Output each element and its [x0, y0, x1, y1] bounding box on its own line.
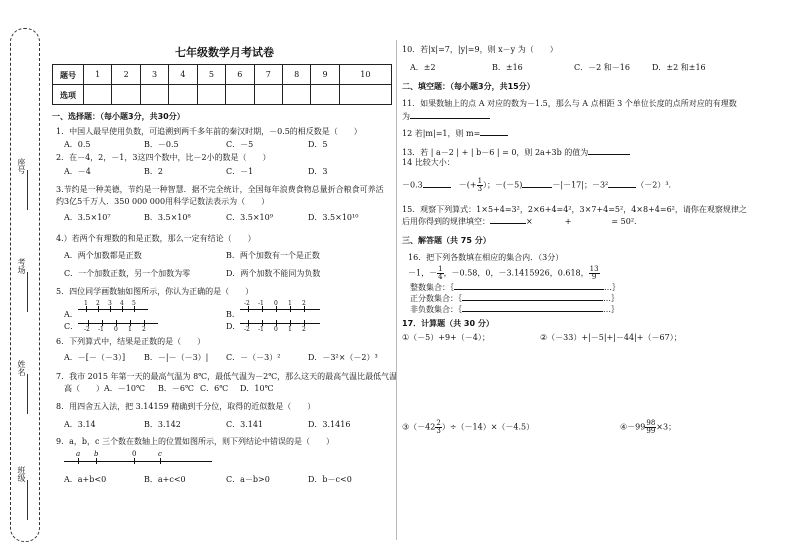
question-8: 8．用四舍五入法，把 3.14159 精确到千分位，取得的近似数是（ ） — [56, 402, 316, 411]
q14-items — [402, 178, 671, 193]
q5-option-d: D． — [226, 322, 241, 331]
nl-b-label: -1 — [258, 300, 264, 307]
q14-item-7: （－2）³. — [636, 180, 672, 190]
answer-cell[interactable] — [197, 85, 225, 105]
answer-col-1: 1 — [84, 65, 112, 85]
q3-option-c: C．3.5×10⁹ — [226, 213, 273, 222]
question-12 — [402, 129, 508, 139]
q6-option-c: C．－（－3）² — [226, 353, 281, 362]
set-end: …｝ — [603, 305, 619, 314]
q8-option-a: A．3.14 — [64, 420, 96, 429]
set-end: …｝ — [604, 283, 620, 292]
q1-option-c: C．－5 — [226, 140, 254, 149]
q10-option-c: C．－2 和－16 — [574, 63, 630, 72]
class-line — [27, 480, 28, 520]
row-label-number: 题号 — [53, 65, 84, 85]
nl-a-label: 2 — [96, 300, 100, 307]
q1-option-d: D．5 — [308, 140, 328, 149]
q7-option-c: C．6℃ — [200, 384, 229, 393]
nl-a-label: 3 — [108, 300, 112, 307]
seat-label: 座号 — [17, 158, 26, 174]
answer-col-2: 2 — [112, 65, 140, 85]
q16-fraction-2 — [589, 266, 600, 281]
q16-numbers — [408, 266, 600, 281]
q1-option-a: A．0.5 — [64, 140, 91, 149]
nl-b-label: 0 — [274, 300, 278, 307]
q9-label-c: c — [158, 450, 162, 458]
question-10: 10．若|x|=7，|y|=9，则 x－y 为（ ） — [402, 45, 558, 54]
q11-text: 为 — [402, 112, 410, 121]
q8-option-d: D．3.1416 — [308, 420, 351, 429]
number-line-d — [240, 317, 320, 333]
binding-border — [10, 28, 40, 542]
calc-3-frac-num: 2 — [436, 419, 441, 427]
calc-4 — [620, 420, 676, 435]
question-17-heading: 17．计算题（共 30 分） — [402, 319, 494, 328]
question-6: 6．下列算式中，结果是正数的是（ ） — [56, 337, 206, 346]
answer-cell[interactable] — [84, 85, 112, 105]
answer-col-8: 8 — [282, 65, 310, 85]
answer-col-4: 4 — [169, 65, 197, 85]
seat-line — [27, 170, 28, 210]
nl-c-label: 1 — [128, 326, 132, 333]
set-integers — [410, 283, 620, 293]
nl-c-label: 0 — [114, 326, 118, 333]
question-11-line-2 — [402, 112, 490, 122]
question-7-line-2: 高（ ）A．－10℃ — [64, 384, 145, 393]
answer-cell[interactable] — [282, 85, 310, 105]
q6-option-b: B．－|－（－3）| — [144, 353, 209, 362]
q14-blank-3[interactable] — [608, 187, 636, 188]
question-2: 2．在－4，2，－1，3这四个数中，比－2小的数是（ ） — [56, 153, 271, 162]
calc-3-whole: 2 — [430, 422, 436, 432]
q8-option-c: C．3.141 — [226, 420, 264, 429]
q5-option-c: C． — [64, 322, 79, 331]
answer-cell[interactable] — [112, 85, 140, 105]
nl-a-label: 5 — [132, 300, 136, 307]
nl-b-label: -2 — [244, 300, 250, 307]
q14-item-3: ） — [483, 180, 488, 190]
name-label: 姓名 — [17, 360, 26, 376]
calc-3-frac-den: 3 — [436, 427, 441, 435]
q4-option-c: C．一个加数正数，另一个加数为零 — [64, 269, 191, 278]
set-nonnegative — [410, 305, 619, 315]
q9-option-b: B．a+c<0 — [144, 475, 186, 484]
name-line — [27, 374, 28, 414]
q7-option-b: B．－6℃ — [158, 384, 194, 393]
question-15-line-1: 15．观察下列算式：1×5+4=3²，2×6+4=4²，3×7+4=5²，4×8+4=6²，请你在观察规律之 — [402, 205, 747, 214]
q16-frac1-num: 1 — [438, 265, 443, 273]
calc-2: ②（－33）+|－5|+|－44|+（－67）； — [540, 333, 682, 342]
set-end: …｝ — [603, 294, 619, 303]
calc-3-a: ③（－4 — [402, 422, 431, 432]
nl-c-label: -1 — [98, 326, 104, 333]
q14-item-1: －0.3 — [402, 180, 423, 190]
class-label: 班级 — [17, 466, 26, 482]
nl-b-label: 2 — [302, 300, 306, 307]
nl-d-label: 0 — [274, 326, 278, 333]
q3-option-a: A．3.5×10⁷ — [64, 213, 111, 222]
question-4: 4.）若两个有理数的和是正数，那么一定有结论（ ） — [56, 234, 256, 243]
calc-4-b: ×3； — [656, 422, 677, 432]
calc-4-frac-num: 98 — [646, 419, 656, 427]
q15-blank-1[interactable] — [490, 223, 526, 224]
answer-cell[interactable] — [169, 85, 197, 105]
q14-blank-2[interactable] — [522, 187, 552, 188]
answer-table — [52, 64, 392, 105]
question-13 — [402, 148, 630, 158]
nl-c-label: 2 — [142, 326, 146, 333]
answer-cell[interactable] — [339, 85, 391, 105]
q5-option-a: A． — [64, 310, 78, 319]
nl-c-label: -2 — [84, 326, 90, 333]
number-line-q9 — [64, 451, 214, 467]
set-nonneg-label: 非负数集合：｛ — [410, 305, 462, 314]
nl-a-label: 4 — [120, 300, 124, 307]
q9-label-b: b — [94, 450, 99, 458]
question-14: 14 比较大小： — [402, 158, 455, 167]
calc-3-b: ）÷（－14）×（－4.5） — [441, 422, 535, 432]
q12-blank[interactable] — [480, 135, 508, 136]
q14-blank-1[interactable] — [423, 187, 451, 188]
section-3-heading: 三、解答题（共 75 分） — [402, 236, 491, 245]
q15-text: 后用你得到的规律填空： — [402, 217, 490, 226]
nl-d-label: 1 — [288, 326, 292, 333]
q16-frac1-den: 4 — [438, 273, 443, 281]
question-5: 5．四位同学画数轴如图所示，你认为正确的是（ ） — [56, 287, 254, 296]
q8-option-b: B．3.142 — [144, 420, 181, 429]
answer-cell[interactable] — [140, 85, 168, 105]
q2-option-d: D．3 — [308, 167, 328, 176]
question-1: 1．中国人最早使用负数，可追溯到两千多年前的秦汉时期，－0.5的相反数是（ ） — [56, 127, 362, 136]
q1-option-b: B．－0.5 — [144, 140, 179, 149]
set-posfrac-label: 正分数集合：｛ — [410, 294, 462, 303]
exam-room-label: 考场 — [17, 258, 26, 274]
number-line-c — [78, 317, 158, 333]
q4-option-b: B．两个加数有一个是正数 — [226, 251, 320, 260]
q9-option-d: D．b－c<0 — [308, 475, 352, 484]
q13-text: 13．若 | a－2 | + | b－6 | = 0，则 2a+3b 的值为 — [402, 148, 589, 157]
nl-d-label: -2 — [244, 326, 250, 333]
answer-col-10: 10 — [339, 65, 391, 85]
q14-item-4: ；－(－5) — [487, 180, 523, 190]
q16-nums-b: ，－0.58，0，－3.1415926，0.618， — [443, 268, 589, 278]
q14-frac-den: 3 — [477, 185, 483, 193]
set-posfrac-blank[interactable] — [462, 300, 603, 301]
q9-label-a: a — [76, 450, 81, 458]
calc-4-fraction — [645, 420, 656, 435]
q9-option-c: C．a－b>0 — [226, 475, 270, 484]
nl-a-label: 1 — [84, 300, 88, 307]
q13-blank[interactable] — [588, 154, 630, 155]
q2-option-b: B．2 — [144, 167, 163, 176]
question-3-line-2: 约3亿5千万人．350 000 000用科学记数法表示为（ ） — [56, 197, 270, 206]
q16-frac2-den: 9 — [591, 273, 597, 281]
row-label-option: 选项 — [53, 85, 84, 105]
answer-col-5: 5 — [197, 65, 225, 85]
q14-item-2: －(+ — [450, 180, 477, 190]
question-3-line-1: 3.节约是一种美德，节约是一种智慧．据不完全统计，全国每年浪费食物总量折合粮食可养活 — [56, 185, 384, 194]
set-positive-fractions — [410, 294, 619, 304]
column-divider — [396, 40, 397, 540]
nl-d-label: -1 — [258, 326, 264, 333]
section-2-heading: 二、填空题：（每小题3分，共15分） — [402, 82, 535, 91]
answer-col-6: 6 — [226, 65, 254, 85]
nl-b-label: 1 — [288, 300, 292, 307]
section-1-heading: 一、选择题：（每小题3分，共30分） — [52, 112, 185, 121]
exam-room-line — [27, 272, 28, 312]
q3-option-b: B．3.5×10⁸ — [144, 213, 191, 222]
q12-text: 12 若|m|=1，则 m= — [402, 129, 481, 138]
question-11-line-1: 11．如果数轴上的点 A 对应的数为－1.5，那么与 A 点相距 3 个单位长度的点所对应的有理数 — [402, 99, 737, 108]
answer-cell[interactable] — [254, 85, 282, 105]
q7-option-d: D．10℃ — [240, 384, 274, 393]
q15-text-2: × + = 50². — [526, 217, 637, 226]
question-9: 9．a，b，c 三个数在数轴上的位置如图所示，则下列结论中错误的是（ ） — [56, 437, 335, 446]
page-title: 七年级数学月考试卷 — [175, 46, 274, 59]
answer-cell[interactable] — [226, 85, 254, 105]
calc-4-a: ④－99 — [620, 422, 646, 432]
answer-col-7: 7 — [254, 65, 282, 85]
calc-1: ①（－5）+9+（－4）； — [402, 333, 490, 342]
calc-3 — [402, 420, 534, 435]
q10-option-a: A．±2 — [410, 63, 436, 72]
set-integers-label: 整数集合：｛ — [410, 283, 454, 292]
calc-4-frac-den: 99 — [646, 427, 656, 435]
nl-d-label: 2 — [302, 326, 306, 333]
q16-nums-a: －1，－ — [408, 268, 438, 278]
q16-frac2-num: 13 — [589, 265, 599, 273]
q2-option-c: C．－1 — [226, 167, 254, 176]
q10-option-b: B．±16 — [492, 63, 523, 72]
q5-option-b: B． — [226, 310, 240, 319]
q14-item-5: －|－17|； — [552, 180, 592, 190]
q10-option-d: D．±2 和±16 — [652, 63, 706, 72]
question-7-line-1: 7．我市 2015 年第一天的最高气温为 8℃，最低气温为－2℃，那么这天的最高气温比最低气温 — [56, 372, 398, 381]
q14-frac-num: 1 — [477, 177, 483, 185]
q3-option-d: D．3.5×10¹⁰ — [308, 213, 359, 222]
q9-option-a: A．a+b<0 — [64, 475, 107, 484]
q6-option-a: A．－[－（－3）] — [64, 353, 126, 362]
q4-option-a: A．两个加数都是正数 — [64, 251, 142, 260]
q6-option-d: D．－3²×（－2）³ — [308, 353, 378, 362]
question-16: 16．把下列各数填在相应的集合内．（3分） — [408, 253, 564, 262]
q4-option-d: D．两个加数不能同为负数 — [226, 269, 321, 278]
q9-label-0: 0 — [132, 450, 137, 458]
answer-col-3: 3 — [140, 65, 168, 85]
set-nonneg-blank[interactable] — [462, 311, 603, 312]
answer-cell[interactable] — [311, 85, 339, 105]
question-15-line-2 — [402, 217, 637, 227]
q2-option-a: A．－4 — [64, 167, 91, 176]
set-integers-blank[interactable] — [454, 289, 604, 290]
q11-blank[interactable] — [410, 118, 490, 119]
answer-col-9: 9 — [311, 65, 339, 85]
q14-item-6: －3² — [591, 180, 609, 190]
